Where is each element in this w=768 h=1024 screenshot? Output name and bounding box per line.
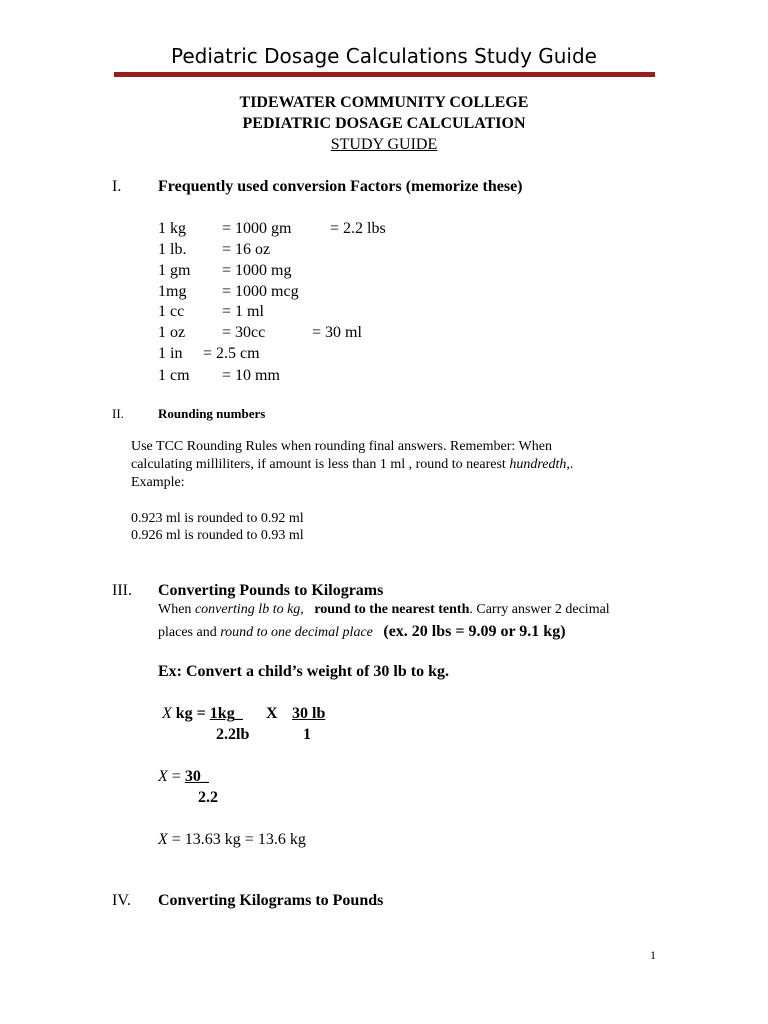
- equation-3: [158, 831, 306, 849]
- college-name: TIDEWATER COMMUNITY COLLEGE: [239, 94, 529, 111]
- numerator: 30_: [184, 768, 209, 785]
- conv-row-unit: 1mg: [158, 283, 187, 300]
- rounding-text-line-2: calculating milliliters, if amount is less than 1 ml , round to nearest hundredth,.: [131, 457, 574, 472]
- conv-row-unit: 1 cm: [158, 367, 190, 384]
- variable-x: X: [162, 705, 172, 722]
- conv-row-unit: 1 gm: [158, 262, 191, 279]
- denominator-1: 2.2lb: [216, 726, 250, 743]
- document-title: PEDIATRIC DOSAGE CALCULATION: [242, 115, 526, 132]
- conv-row-unit: 1 oz: [158, 324, 186, 341]
- section-2-number: II.: [112, 406, 124, 421]
- equation-result: = 13.63 kg = 13.6 kg: [167, 831, 306, 848]
- conv-row-eq1: = 1 ml: [222, 303, 264, 320]
- section-2-title: Rounding numbers: [158, 406, 266, 421]
- rounding-example-1: 0.923 ml is rounded to 0.92 ml: [131, 511, 304, 526]
- conv-row-eq1: = 1000 mcg: [222, 283, 299, 300]
- variable-x: X: [158, 831, 168, 848]
- denominator: 2.2: [198, 789, 218, 806]
- conv-row-unit: 1 in: [158, 345, 183, 362]
- conv-row-unit: 1 kg: [158, 220, 186, 237]
- denominator-2: 1: [303, 726, 311, 743]
- page-number: 1: [650, 948, 656, 962]
- section-1-number: I.: [112, 178, 122, 195]
- conv-row-eq1: = 1000 gm: [222, 220, 292, 237]
- conv-row-eq1: = 16 oz: [222, 241, 271, 258]
- equation-lhs: kg =: [171, 705, 210, 722]
- conv-row-eq2: = 2.2 lbs: [330, 220, 386, 237]
- section-3-instructions-line-2: places and round to one decimal place (ex. 20 lbs = 9.09 or 9.1 kg): [158, 623, 566, 640]
- section-1-title: Frequently used conversion Factors (memorize these): [158, 178, 523, 195]
- conv-row-eq1: = 30cc: [222, 324, 266, 341]
- section-3-instructions-line-1: When converting lb to kg, round to the nearest tenth. Carry answer 2 decimal: [158, 602, 610, 617]
- conv-row-unit: 1 cc: [158, 303, 185, 320]
- example-prompt: Ex: Convert a child’s weight of 30 lb to kg.: [158, 663, 449, 680]
- times-sign: X: [266, 705, 278, 722]
- section-4-number: IV.: [112, 892, 131, 909]
- conv-row-eq1: = 10 mm: [222, 367, 280, 384]
- rounding-text-line-1: Use TCC Rounding Rules when rounding final answers. Remember: When: [131, 439, 552, 454]
- conv-row-eq2: = 30 ml: [312, 324, 362, 341]
- numerator-1: 1kg_: [209, 705, 243, 722]
- numerator-2: 30 lb: [292, 705, 326, 722]
- header-rule: [114, 72, 655, 77]
- variable-x: X: [158, 768, 168, 785]
- document-subtitle: STUDY GUIDE: [330, 136, 438, 153]
- section-3-title: Converting Pounds to Kilograms: [158, 582, 384, 599]
- conv-row-unit: 1 lb.: [158, 241, 187, 258]
- page-header-title: Pediatric Dosage Calculations Study Guide: [171, 44, 597, 68]
- example-label: Example:: [131, 475, 185, 490]
- section-3-number: III.: [112, 582, 132, 599]
- rounding-example-2: 0.926 ml is rounded to 0.93 ml: [131, 528, 304, 543]
- conv-row-eq1: = 1000 mg: [222, 262, 292, 279]
- equals-sign: =: [167, 768, 185, 785]
- conv-row-eq1: = 2.5 cm: [203, 345, 260, 362]
- section-4-title: Converting Kilograms to Pounds: [158, 892, 384, 909]
